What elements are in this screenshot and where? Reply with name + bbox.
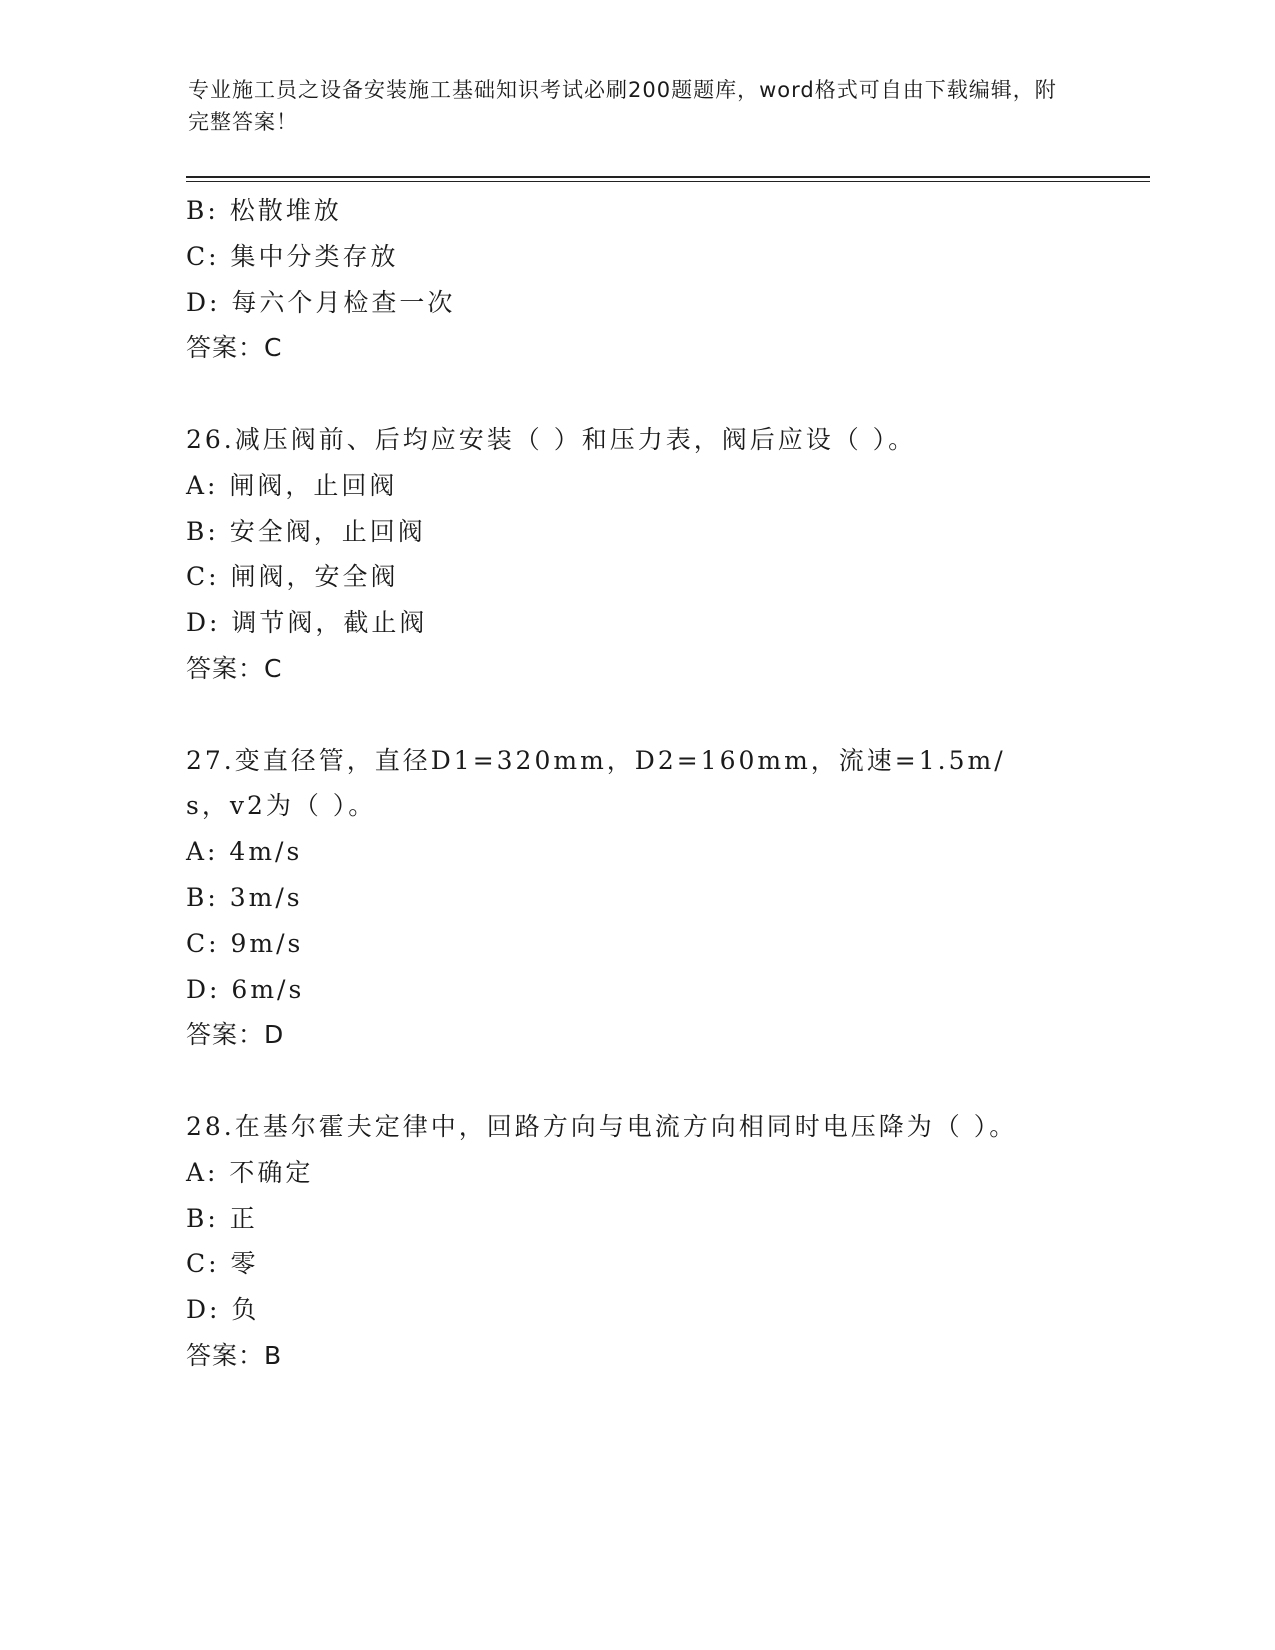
question-25 [186, 188, 1066, 371]
question-stem: 26.减压阀前、后均应安装（ ）和压力表，阀后应设（ ）。 [186, 424, 917, 454]
option-b: B: 松散堆放 [186, 196, 342, 225]
option-d: D: 6m/s [186, 974, 305, 1004]
option-c: C: 零 [186, 1249, 259, 1279]
option-a: A: 不确定 [186, 1157, 314, 1187]
document-header: 专业施工员之设备安装施工基础知识考试必刷200题题库，word格式可自由下载编辑，附完整答案！ [188, 78, 1057, 134]
option-d: D: 每六个月检查一次 [186, 287, 456, 317]
spacer [186, 1058, 1066, 1104]
answer: 答案：C [186, 653, 283, 683]
spacer [186, 371, 1066, 417]
header-divider-thin [186, 181, 1150, 182]
question-27 [186, 738, 1066, 1059]
spacer [186, 692, 1066, 738]
option-a: A: 4m/s [186, 837, 303, 867]
option-d: D: 负 [186, 1295, 260, 1325]
option-c: C: 集中分类存放 [186, 241, 399, 271]
option-d: D: 调节阀，截止阀 [186, 608, 428, 638]
question-26 [186, 417, 1066, 692]
question-stem: 27.变直径管，直径D1=320mm，D2=160mm，流速=1.5m/s，v2为（ ）。 [186, 745, 1006, 821]
option-c: C: 闸阀，安全阀 [186, 562, 399, 592]
header-divider-thick [186, 176, 1150, 178]
option-b: B: 安全阀，止回阀 [186, 516, 426, 546]
question-list [186, 188, 1066, 1379]
option-c: C: 9m/s [186, 928, 304, 958]
answer: 答案：B [186, 1340, 283, 1370]
answer: 答案：D [186, 1020, 285, 1050]
option-b: B: 3m/s [186, 882, 303, 912]
option-a: A: 闸阀，止回阀 [186, 470, 398, 500]
question-stem: 28.在基尔霍夫定律中，回路方向与电流方向相同时电压降为（ ）。 [186, 1111, 1018, 1141]
option-b: B: 正 [186, 1203, 258, 1233]
answer: 答案：C [186, 333, 283, 363]
question-28 [186, 1104, 1066, 1379]
